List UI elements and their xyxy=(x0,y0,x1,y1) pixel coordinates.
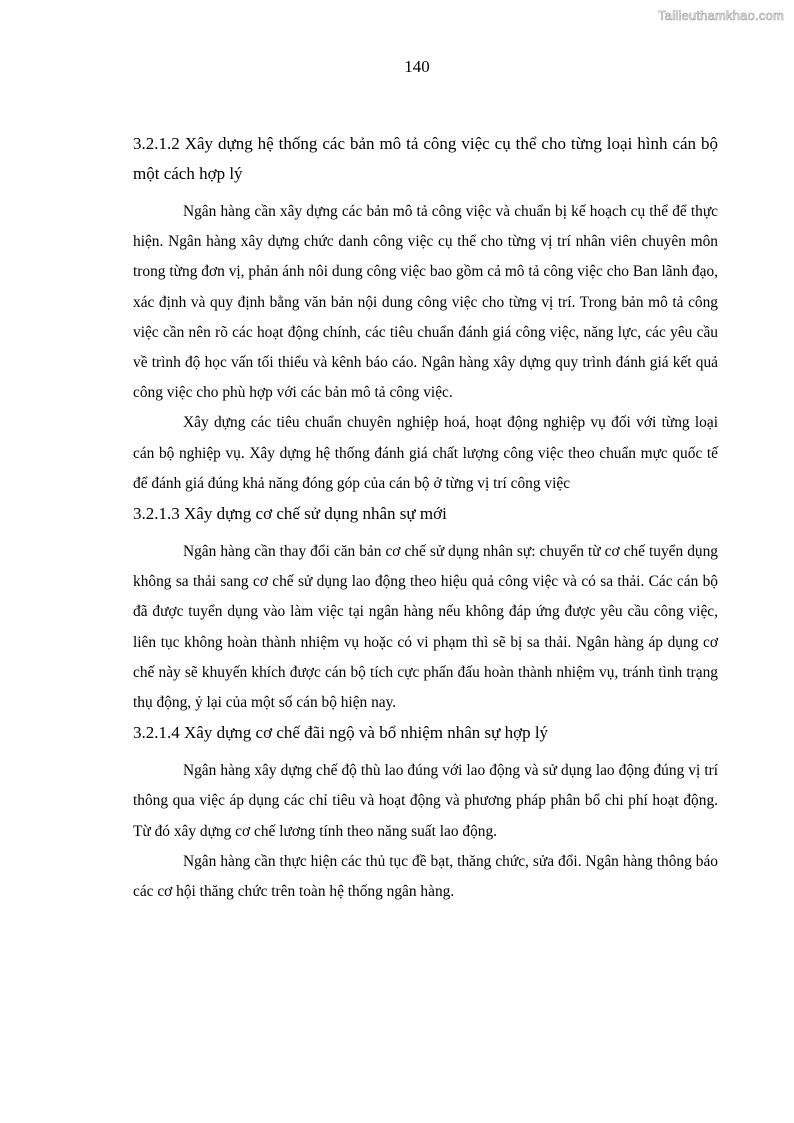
section-3-2-1-2 xyxy=(133,129,718,499)
document-body xyxy=(133,129,718,907)
body-paragraph: Ngân hàng cần thực hiện các thủ tục đề bạt, thăng chức, sửa đổi. Ngân hàng thông báo các cơ hội thăng chức trên toàn hệ thống ngân hàng. xyxy=(133,852,718,901)
section-3-2-1-4 xyxy=(133,718,718,907)
body-paragraph: Ngân hàng cần thay đổi căn bản cơ chế sử dụng nhân sự: chuyển từ cơ chế tuyển dụng không sa thải sang cơ chế sử dụng lao động theo hiệu quả công việc và có sa thải. Các cán bộ đã được tuyển dụng vào làm việc tại ngân hàng nếu không đáp ứng được yêu cầu công việc, liên tục không hoàn thành nhiệm vụ hoặc có vi phạm thì sẽ bị sa thải. Ngân hàng áp dụng cơ chế này sẽ khuyến khích được cán bộ tích cực phấn đấu hoàn thành nhiệm vụ, tránh tình trạng thụ động, ỷ lại của một số cán bộ hiện nay. xyxy=(133,543,718,712)
section-heading: 3.2.1.3 Xây dựng cơ chế sử dụng nhân sự mới xyxy=(133,504,447,524)
section-3-2-1-3 xyxy=(133,499,718,718)
body-paragraph: Xây dựng các tiêu chuẩn chuyên nghiệp hoá, hoạt động nghiệp vụ đối với từng loại cán bộ nghiệp vụ. Xây dựng hệ thống đánh giá chất lượng công việc theo chuẩn mực quốc tế để đánh giá đúng khả năng đóng góp của cán bộ ở từng vị trí công việc xyxy=(133,414,718,492)
watermark: Tailieuthamkhao.com xyxy=(658,8,784,23)
body-paragraph: Ngân hàng cần xây dựng các bản mô tả công việc và chuẩn bị kế hoạch cụ thể để thực hiện. Ngân hàng xây dựng chức danh công việc cụ thể cho từng vị trí nhân viên chuyên môn trong từng đơn vị, phản ánh nôi dung công việc bao gồm cả mô tả công việc cho Ban lãnh đạo, xác định và quy định bằng văn bản nội dung công việc cho từng vị trí. Trong bản mô tả công việc cần nên rõ các hoạt động chính, các tiêu chuẩn đánh giá công việc, năng lực, các yêu cầu về trình độ học vấn tối thiểu và kênh báo cáo. Ngân hàng xây dựng quy trình đánh giá kết quả công việc cho phù hợp với các bản mô tả công việc. xyxy=(133,203,718,402)
page-number: 140 xyxy=(404,57,430,76)
body-paragraph: Ngân hàng xây dựng chế độ thù lao đúng với lao động và sử dụng lao động đúng vị trí thông qua việc áp dụng các chỉ tiêu và hoạt động và phương pháp phân bổ chi phí hoạt động. Từ đó xây dựng cơ chế lương tính theo năng suất lao động. xyxy=(133,762,718,840)
section-heading: 3.2.1.4 Xây dựng cơ chế đãi ngộ và bổ nhiệm nhân sự hợp lý xyxy=(133,723,549,743)
section-heading: 3.2.1.2 Xây dựng hệ thống các bản mô tả công việc cụ thể cho từng loại hình cán bộ một cách hợp lý xyxy=(133,134,718,183)
